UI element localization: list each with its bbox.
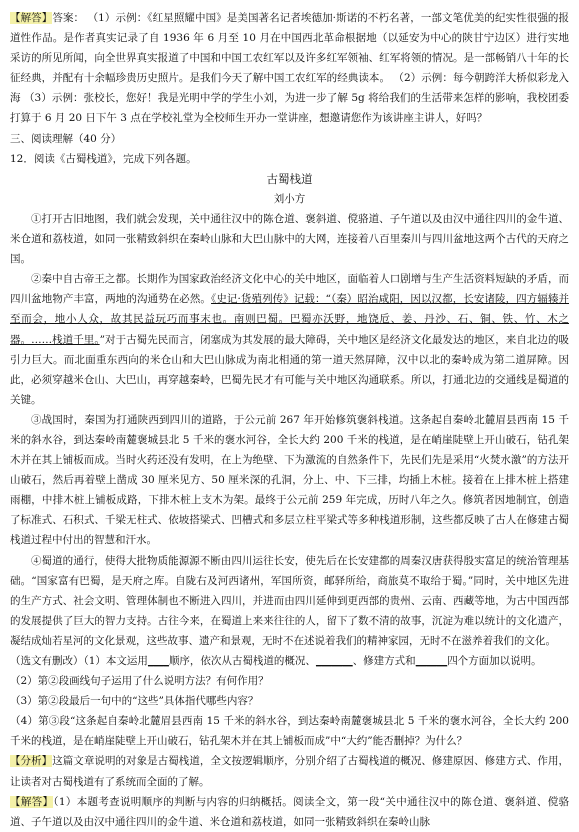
questions-label: （选文有删改）: [10, 655, 84, 667]
p2-end: ”对于古蜀先民而言，闭塞成为其发展的最大障碍，关中地区是经济文化最发达的地区，来自北边的吸引力巨大。而北面重东西向的米仓山和大巴山脉成为南北相通的第一道天然屏障，汉中以北的秦岭成为第二道屏障。因此，必须穿越米仓山、大巴山，再穿越秦岭，巴蜀先民才有可能与关中地区沟通联系。所以，打通北边的交通线是蜀道的关键。: [10, 333, 570, 406]
question-4: （4）第③段“这条起自秦岭北麓眉县西南 15 千米的斜水谷，到达秦岭南麓褒城县北 5 千米的褒水河谷，全长大约 200 千米的栈道，是在峭崖陡壁上开山破石，钻孔架木并在其上铺板而成”中“大约”能否删掉？为什么？: [10, 715, 569, 748]
answer-2-text: （1）本题考查说明顺序的判断与内容的归纳概括。阅读全文，第一段“关中通往汉中的陈仓道、褒斜道、傥骆道、子午道以及由汉中通往四川的金牛道、米仓道和荔枝道，如同一张精致斜织在秦岭山脉: [10, 795, 570, 828]
answer-paragraph: [10, 8, 569, 129]
question-intro: 12．阅读《古蜀栈道》，完成下列各题。: [10, 152, 197, 165]
article-paragraph-1: ①打开古旧地图，我们就会发现，关中通往汉中的陈仓道、褒斜道、傥骆道、子午道以及由汉中通往四川的金牛道、米仓道和荔枝道，如同一张精致斜织在秦岭山脉和大巴山脉中的大网，连接着八百里秦川与四川盆地这两个古代的天府之国。: [10, 212, 569, 266]
q1-blank-3: ______: [415, 655, 448, 667]
section-heading: 三、阅读理解（40 分）: [10, 132, 122, 145]
article-paragraph-3: ③战国时，秦国为打通陕西到四川的道路，于公元前 267 年开始修筑褒斜栈道。这条起自秦岭北麓眉县西南 15 千米的斜水谷，到达秦岭南麓褒城县北 5 千米的褒水河谷，全长大约 200 千米的栈道，是在峭崖陡壁上开山破石，钻孔架木并在其上铺板而成。当时火药还没有发明，在上为绝壁、下为激流的自然条件下，先民们先是采用“火焚水激”的方法开山破石，然后再着壁上凿成 30 厘米见方、50 厘米深的孔洞，分上、中、下三排，均插上木桩。接着在上排木桩上搭建雨棚，中排木桩上铺板成路，下排木桩上支木为架。最终于公元前 259 年完成，历时八年之久。修筑者因地制宜，创造了标准式、石积式、千梁无柱式、依坡搭梁式、凹槽式和多层立柱平梁式等多种栈道形制，这些都反映了古人在修建古蜀栈道过程中付出的智慧和汗水。: [10, 413, 569, 547]
q1-text-b: 顺序，依次从古蜀栈道的概况、: [168, 655, 316, 667]
analysis-paragraph: [10, 751, 569, 791]
article-paragraph-4: ④蜀道的通行，使得大批物质能源源不断由四川运往长安，使先后在长安建都的周秦汉唐获得殷实富足的统治管理基础。“国家富有巴蜀，是天府之库。自陇右及河西诸州，军国所资，邮驿所给，商旅莫不取给于蜀。”同时，关中地区先进的生产方式、社会文明、管理体制也不断进入四川，并进而由四川延伸到更西部的贵州、云南、西藏等地，为古中国西部的发展提供了巨大的智力支持。古往今来，在蜀道上来来往往的人，留下了数不清的故事，沉淀为难以统计的文化遗产，凝结成灿若星河的文化景观，这些故事、遗产和景观，无时不在述说着我们的精神家园，无时不在滋养着我们的文化。: [10, 554, 569, 647]
article-author: 刘小方: [273, 192, 306, 205]
q1-text-a: （1）本文运用: [83, 655, 148, 667]
q1-blank-1: ____: [147, 655, 169, 667]
q1-text-d: 四个方面加以说明。: [447, 655, 542, 667]
answer-text: 答案： （1）示例：《红星照耀中国》是美国著名记者埃德加·斯诺的不朽名著，一部文笔优美的纪实性很强的报道性作品。是作者真实记录了自 1936 年 6 月至 10 月在中国西北革命根据地（以延安为中心的陕甘宁边区）进行实地采访的所见所闻，向全世界真实报道了中国和中国工农红军以及许多红军领袖、红军将领的情况。是一部畅销八十年的长征经典，并配有十余幅珍贵历史照片。是我们今天了解中国工农红军的经典读本。 （2）示例：每今朝跨洋大桥似彩龙入海 （3）示例：张校长，您好！我是光明中学的学生小刘，为进一步了解 5g 将给我们的生活带来怎样的影响，我校团委打算于 6 月 20 日下午 3 点在学校礼堂为全校师生开办一堂讲座，想邀请您作为该讲座主讲人，好吗？: [10, 12, 570, 125]
article-paragraph-2: [10, 269, 569, 410]
answer-tag: 【解答】: [10, 12, 53, 24]
article-title: 古蜀栈道: [266, 171, 313, 186]
p2-start: ②秦中自古帝王之都。长期作为国家政治经济文化中心的关中地区，面临着人口剧增与生产生活资料短缺的矛盾，而四川盆地物产丰富，两地的沟通势在必然。: [10, 273, 569, 306]
p2-underlined-sentence: 《史记·货殖列传》记载：“（秦）昭治咸阳，因以汉都，长安诸陵，四方辐辏并至而会，地小人众，故其民益玩巧而事末也。南则巴蜀。巴蜀亦沃野，地饶卮、姜、丹沙、石、铜、铁、竹、木之器。……栈道千里。: [10, 293, 569, 346]
analysis-tag: 【分析】: [10, 755, 53, 768]
answer-2-tag: 【解答】: [10, 795, 54, 808]
analysis-text: 这篇文章说明的对象是古蜀栈道，全文按逻辑顺序，分别介绍了古蜀栈道的概况、修建原因、修建方式、作用，让读者对古蜀栈道有了系统而全面的了解。: [10, 755, 570, 788]
q1-blank-2: _______: [315, 655, 353, 667]
question-2: （2）第②段画线句子运用了什么说明方法？有何作用？: [10, 675, 269, 688]
answer-2-paragraph: [10, 792, 569, 832]
q1-text-c: 、修建方式和: [352, 655, 416, 667]
question-3: （3）第②段最后一句中的“这些”具体指代哪些内容？: [10, 695, 259, 708]
question-1: [10, 651, 569, 671]
